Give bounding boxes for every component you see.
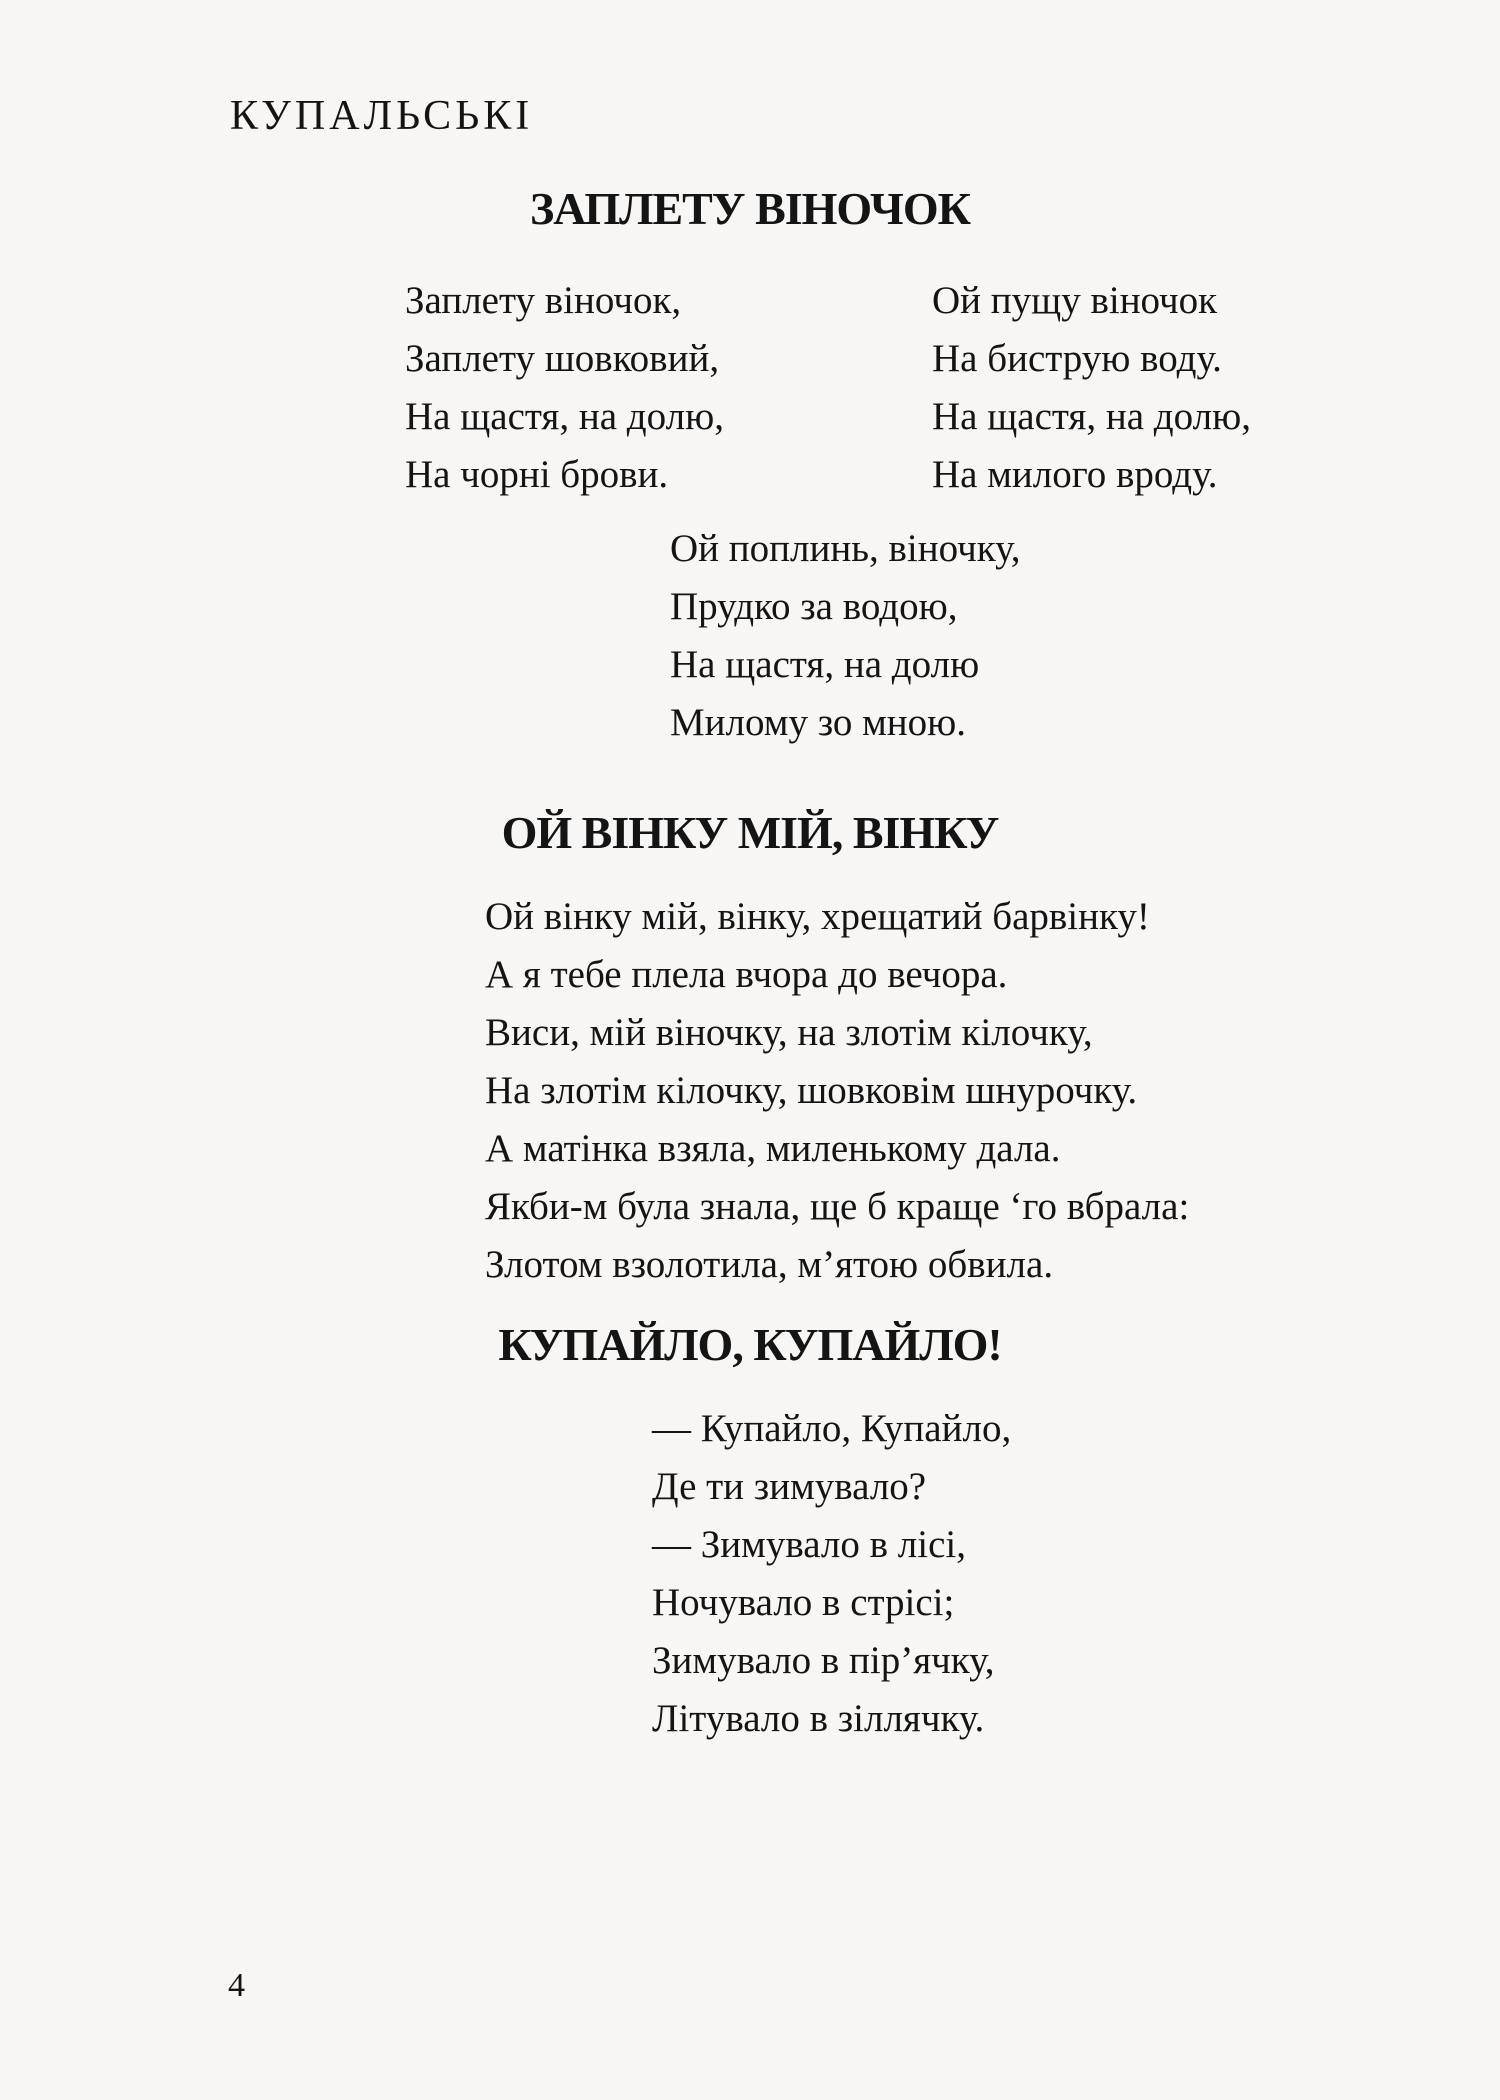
verse-line: На чорні брови. <box>405 453 669 496</box>
verse-line: Милому зо мною. <box>670 701 967 744</box>
verse-line: На щастя, на долю, <box>932 395 1251 438</box>
song-title-2: ОЙ ВІНКУ МІЙ, ВІНКУ <box>501 807 999 858</box>
song1-stanza-1 <box>405 272 724 504</box>
verse-line: Злотом взолотила, м’ятою обвила. <box>485 1243 1054 1286</box>
song1-stanza-3 <box>670 520 1021 752</box>
verse-line: Де ти зимувало? <box>652 1465 927 1508</box>
verse-line: Ой пущу віночок <box>932 279 1218 322</box>
song-title-1: ЗАПЛЕТУ ВІНОЧОК <box>530 183 970 234</box>
verse-line: Заплету шовковий, <box>405 337 720 380</box>
page-number: 4 <box>228 1967 245 2004</box>
verse-line: Ой вінку мій, вінку, хрещатий барвінку! <box>485 895 1150 938</box>
verse-line: А матінка взяла, миленькому дала. <box>485 1127 1061 1170</box>
verse-line: На злотім кілочку, шовковім шнурочку. <box>485 1069 1138 1112</box>
verse-line: — Зимувало в лісі, <box>652 1523 966 1566</box>
verse-line: На щастя, на долю <box>670 643 980 686</box>
verse-line: Прудко за водою, <box>670 585 958 628</box>
verse-line: Зимувало в пір’ячку, <box>652 1639 995 1682</box>
song2-verse <box>485 888 1189 1294</box>
verse-line: А я тебе плела вчора до вечора. <box>485 953 1008 996</box>
song3-verse <box>652 1400 1011 1748</box>
verse-line: На милого вроду. <box>932 453 1218 496</box>
verse-line: Якби-м була знала, ще б краще ‘го вбрала: <box>485 1185 1190 1228</box>
verse-line: Ночувало в стрісі; <box>652 1581 955 1624</box>
section-label: КУПАЛЬСЬКІ <box>230 93 534 139</box>
verse-line: — Купайло, Купайло, <box>652 1407 1012 1450</box>
verse-line: На щастя, на долю, <box>405 395 724 438</box>
verse-line: Виси, мій віночку, на злотім кілочку, <box>485 1011 1093 1054</box>
song-title-3: КУПАЙЛО, КУПАЙЛО! <box>498 1319 1002 1370</box>
verse-line: Заплету віночок, <box>405 279 682 322</box>
verse-line: Ой поплинь, віночку, <box>670 527 1021 570</box>
song1-stanza-2 <box>932 272 1251 504</box>
verse-line: Літувало в зіллячку. <box>652 1697 985 1740</box>
verse-line: На биструю воду. <box>932 337 1222 380</box>
